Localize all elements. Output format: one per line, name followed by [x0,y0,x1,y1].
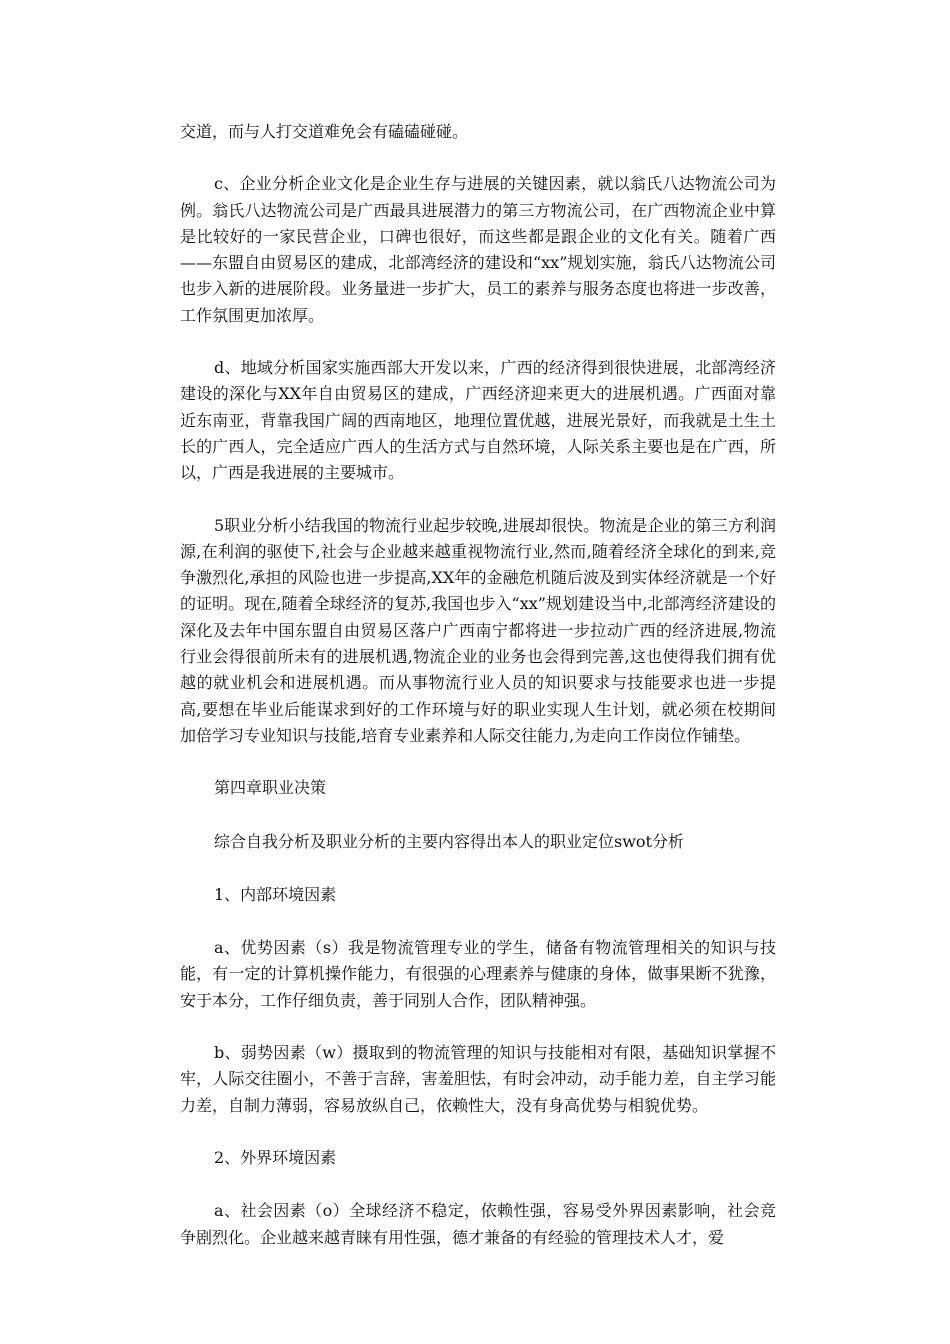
section-heading-external: 2、外界环境因素 [214,1147,337,1167]
paragraph-enterprise-analysis: c、企业分析企业文化是企业生存与进展的关键因素，就以翁氏八达物流公司为例。翁氏八达物流公司是广西最具进展潜力的第三方物流公司，在广西物流企业中算是比较好的一家民营企业，口碑也很好，而这些都是跟企业的文化有关。随着广西——东盟自由贸易区的建成，北部湾经济的建设和“xx”规划实施，翁氏八达物流公司也步入新的进展阶段。业务量进一步扩大，员工的素养与服务态度也将进一步改善，工作氛围更加浓厚。 [180,174,776,325]
paragraph-swot-intro: 综合自我分析及职业分析的主要内容得出本人的职业定位swot分析 [214,831,684,851]
paragraph-strengths: a、优势因素（s）我是物流管理专业的学生，储备有物流管理相关的知识与技能，有一定的计算机操作能力，有很强的心理素养与健康的身体，做事果断不犹豫，安于本分，工作仔细负责，善于同别人合作，团队精神强。 [180,938,776,1010]
chapter-heading: 第四章职业决策 [214,778,327,798]
paragraph-region-analysis: d、地域分析国家实施西部大开发以来，广西的经济得到很快进展，北部湾经济建设的深化与XX年自由贸易区的建成，广西经济迎来更大的进展机遇。广西面对靠近东南亚，背靠我国广阔的西南地区，地理位置优越，进展光景好，而我就是土生土长的广西人，完全适应广西人的生活方式与自然环境，人际关系主要也是在广西，所以，广西是我进展的主要城市。 [180,358,776,483]
paragraph-career-summary: 5职业分析小结我国的物流行业起步较晚,进展却很快。物流是企业的第三方利润源,在利润的驱使下,社会与企业越来越重视物流行业,然而,随着经济全球化的到来,竞争激烈化,承担的风险也进一步提高,XX年的金融危机随后波及到实体经济就是一个好的证明。现在,随着全球经济的复苏,我国也步入“xx”规划建设当中,北部湾经济建设的深化及去年中国东盟自由贸易区落户广西南宁都将进一步拉动广西的经济进展,物流行业会得很前所未有的进展机遇,物流企业的业务也会得到完善,这也使得我们拥有优越的就业机会和进展机遇。而从事物流行业人员的知识要求与技能要求也进一步提高,要想在毕业后能谋求到好的工作环境与好的职业实现人生计划，就必须在校期间加倍学习专业知识与技能,培育专业素养和人际交往能力,为走向工作岗位作铺垫。 [180,515,776,745]
paragraph-continuation: 交道，而与人打交道难免会有磕磕碰碰。 [180,122,469,141]
document-page [180,119,776,1277]
section-heading-internal: 1、内部环境因素 [214,884,337,904]
paragraph-social-factors: a、社会因素（o）全球经济不稳定，依赖性强，容易受外界因素影响，社会竞争剧烈化。企业越来越青睐有用性强，德才兼备的有经验的管理技术人才，爱 [180,1201,776,1247]
paragraph-weaknesses: b、弱势因素（w）摄取到的物流管理的知识与技能相对有限，基础知识掌握不牢，人际交往圈小，不善于言辞，害羞胆怯，有时会冲动，动手能力差，自主学习能力差，自制力薄弱，容易放纵自己，依赖性大，没有身高优势与相貌优势。 [180,1043,776,1115]
